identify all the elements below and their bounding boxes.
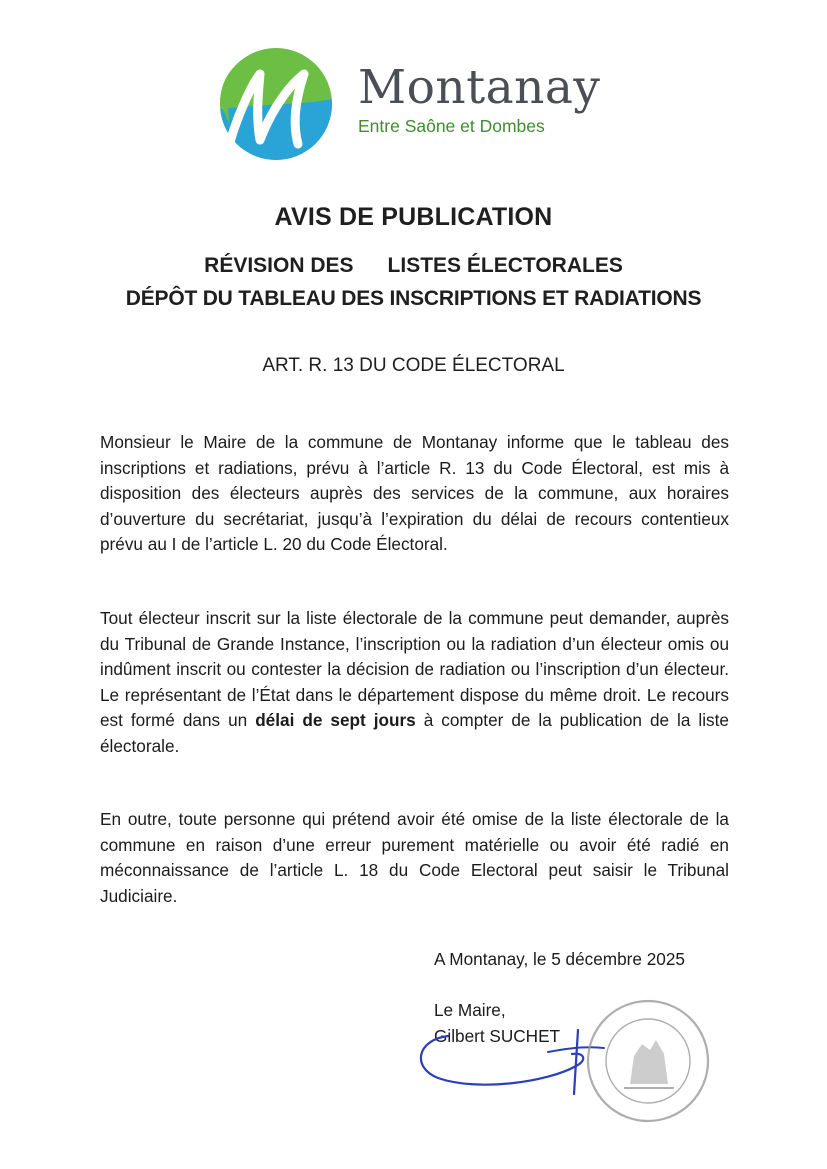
logo-tagline: Entre Saône et Dombes: [358, 116, 545, 136]
subtitle-part-a: RÉVISION DES: [204, 254, 354, 277]
paragraph-3: En outre, toute personne qui prétend avoir été omise de la liste électorale de la commune en raison d’une erreur purement matérielle ou avoir été radié en méconnaissance de l’article L. 18 du Code Electoral peut saisir le Tribunal Judiciaire.: [100, 809, 729, 906]
paragraph-2: [100, 606, 729, 759]
logo-name: Montanay: [358, 60, 601, 115]
paragraph-2-end: à compter de la publication de la liste électorale.: [100, 710, 729, 756]
mayor-name: Gilbert SUCHET: [434, 1026, 561, 1046]
article-reference: ART. R. 13 DU CODE ÉLECTORAL: [262, 355, 565, 376]
paragraph-2-start: Tout électeur inscrit sur la liste électorale de la commune peut demander, auprès du Tribunal de Grande Instance, l’inscription ou la radiation d’un électeur omis ou indûment inscrit ou contester la décision de radiation ou l’inscription d’un électeur. Le représentant de l’État dans le département dispose du même droit. Le recours est formé dans un: [100, 608, 729, 730]
notice-subtitle-line1: [0, 254, 827, 278]
notice-subtitle-line2: DÉPÔT DU TABLEAU DES INSCRIPTIONS ET RADIATIONS: [125, 287, 702, 310]
town-hall-stamp: [578, 996, 718, 1126]
notice-title: AVIS DE PUBLICATION: [274, 203, 553, 231]
paragraph-2-bold: délai de sept jours: [255, 710, 416, 730]
montanay-logo-mark: [200, 44, 338, 162]
subtitle-part-b: LISTES ÉLECTORALES: [387, 254, 623, 277]
mayor-title: Le Maire,: [434, 1000, 506, 1020]
paragraph-1: Monsieur le Maire de la commune de Montanay informe que le tableau des inscriptions et radiations, prévu à l’article R. 13 du Code Électoral, est mis à disposition des électeurs auprès des services de la commune, aux horaires d’ouverture du secrétariat, jusqu’à l’expiration du délai de recours contentieux prévu au I de l’article L. 20 du Code Électoral.: [100, 432, 729, 554]
date-line: A Montanay, le 5 décembre 2025: [434, 949, 685, 969]
